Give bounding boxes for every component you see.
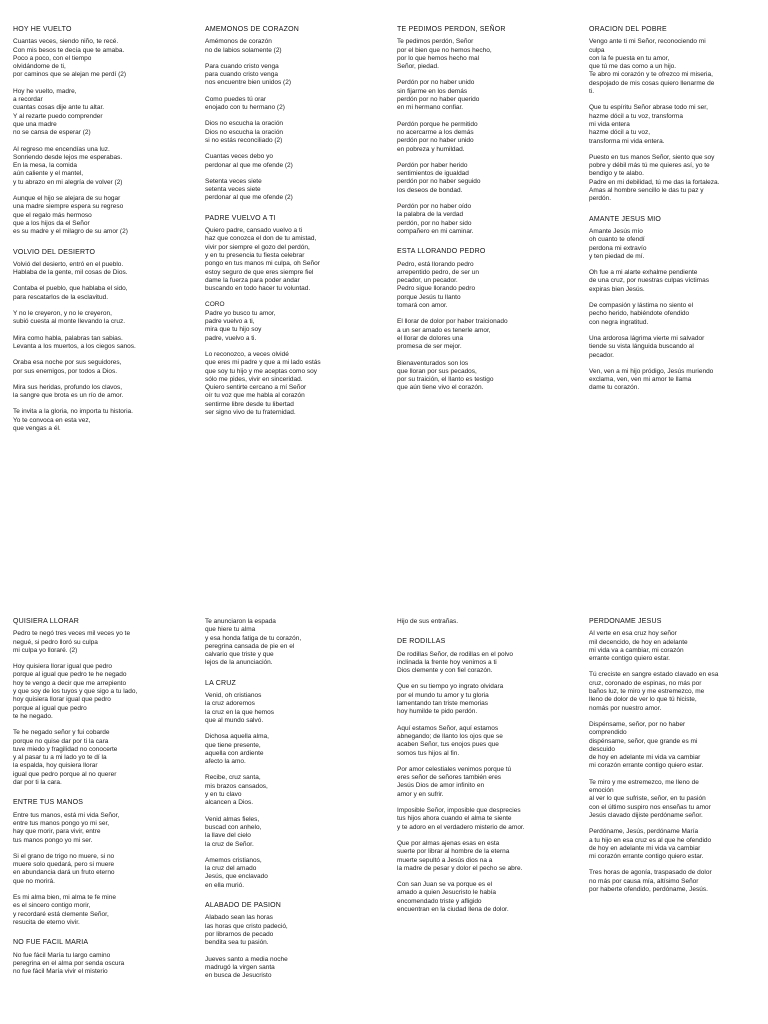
song-block xyxy=(13,26,181,237)
song-stanza: Lo reconozco, a veces olvidé que eres mi padre y que a mi lado estás que soy tu hijo y me aceptas como soy sólo me pides, vivir en sinceridad. Quiero sentirte cercano a mí Señor oír tu voz que me habla al corazón sentirme libre desde tu libertad ser signo vivo de tu fraternidad. xyxy=(205,350,321,416)
song-block xyxy=(205,902,373,980)
song-stanza: Pedro te negó tres veces mil veces yo te negué, si pedro lloró su culpa mi culpa yo lloraré. (2) xyxy=(13,630,131,654)
song-block xyxy=(13,249,181,434)
text-column xyxy=(13,26,181,445)
text-column xyxy=(13,618,181,988)
song-stanza: Pedro, está llorando pedro arrepentido pedro, de ser un pecador, un pecador. Pedro sigue llorando pedro porque Jesús tu llanto tomará con amor. xyxy=(397,260,480,310)
text-column xyxy=(589,26,757,405)
song-stanza: Para cuando cristo venga para cuando cristo venga nos encuentre bien unidos (2) xyxy=(205,62,292,87)
song-stanza: Venid almas fieles, buscad con anhelo, la llave del cielo la cruz de Señor. xyxy=(205,815,262,848)
song-title: ENTRE TUS MANOS xyxy=(13,799,84,807)
song-stanza: De rodillas Señor, de rodillas en el polvo inclinada la frente hoy venimos a ti Dios clemente y con fiel corazón. xyxy=(397,650,513,675)
song-stanza: Perdón porque he permitido no acercarme a los demás perdón por no haber unido en pobreza y humildad. xyxy=(397,120,478,153)
song-block xyxy=(205,680,373,890)
text-column xyxy=(397,618,565,926)
song-stanza: Bienaventurados son los que lloran por sus pecados, por su traición, el llanto es testigo que aún tiene vivo el corazón. xyxy=(397,359,494,392)
song-title: ORACION DEL POBRE xyxy=(589,26,667,33)
song-stanza: Puesto en tus manos Señor, siento que soy pobre y débil más tú me quieres así, yo te bendigo y te alabo. Padre en mi debilidad, tú me das la fortaleza. Amas al hombre sencillo le das tu paz y perdón. xyxy=(589,153,720,203)
song-stanza: Perdón por haber herido sentimientos de igualdad perdón por no haber seguido los deseos de bondad. xyxy=(397,161,481,194)
song-stanza: Al verte en esa cruz hoy señor mil decencido, de hoy en adelante mi vida va a cambiar, mi corazón errante contigo quiero estar. xyxy=(589,630,688,663)
song-title: VOLVIO DEL DESIERTO xyxy=(13,248,96,256)
song-stanza: No fue fácil María tu largo camino peregrina en el alma por senda oscura no fue fácil María vivir el misterio xyxy=(13,951,125,976)
song-block xyxy=(589,26,757,204)
song-stanza: Alabado sean las horas las horas que cristo padeció, por librarnos de pecado bendita sea tu pasión. xyxy=(205,914,288,947)
song-stanza: Venid, oh cristianos la cruz adoremos la cruz en la que hemos que al mundo salvó. xyxy=(205,692,275,724)
song-stanza: Cuantas veces, siendo niño, te recé. Con mis besos te decía que te amaba. Poco a poco, con el tiempo olvidándome de ti, por caminos que se alejan me perdí (2) xyxy=(13,38,127,79)
song-stanza: Entre tus manos, está mi vida Señor, entre tus manos pongo yo mi ser, hay que morir, para vivir, entre tus manos pongo yo mi ser. xyxy=(13,811,120,844)
song-stanza: Perdóname, Jesús, perdóname María a tu hijo en esa cruz es al que he ofendido de hoy en adelante mi vida va cambiar mi corazón errante contigo quiero estar. xyxy=(589,828,712,861)
song-stanza: Si el grano de trigo no muere, si no muere solo quedará, pero si muere en abundancia dará un fruto eterno que no morirá. xyxy=(13,852,115,885)
song-block xyxy=(13,939,181,976)
song-stanza: Es mi alma bien, mi alma te fe mine es el sincero contigo morir, y recordaré está clemente Señor, resucita de eterno vivir. xyxy=(13,894,116,926)
song-stanza: Hoy quisiera llorar igual que pedro porque al igual que pedro te he negado hoy te vengo a decir que me arrepiento y que soy de los tuyos y que sigo a tu lado, hoy quisiera llorar igual que pedro porque al igual que pedro te he negado. xyxy=(13,663,138,720)
song-block xyxy=(205,215,373,418)
song-stanza: Mira sus heridas, profundo los clavos, la sangre que brota es un río de amor. xyxy=(13,383,124,400)
song-title: DE RODILLAS xyxy=(397,638,446,646)
song-title: AMANTE JESUS MIO xyxy=(589,215,662,223)
text-column xyxy=(589,618,757,906)
song-stanza: Como puedes tú orar enojado con tu hermano (2) xyxy=(205,95,285,112)
song-stanza: Jueves santo a media noche madrugó la virgen santa en busca de Jesucristo xyxy=(205,955,288,980)
song-stanza: Volvió del desierto, entró en el pueblo. Hablaba de la gente, mil cosas de Dios. xyxy=(13,260,128,277)
song-stanza: Te invita a la gloria, no importa tu historia. Yo te convoca en esta vez, que vengas a él. xyxy=(13,408,133,432)
song-block xyxy=(397,618,565,626)
text-column xyxy=(397,26,565,405)
song-stanza: Al regreso me encendías una luz. Sonriendo desde lejos me esperabas. En la mesa, la comida aún caliente y el mantel, y tu abrazo en mi alegría de volver (2) xyxy=(13,145,123,186)
song-stanza: Amante Jesús mío oh cuanto te ofendí perdona mi extravío y ten piedad de mí. xyxy=(589,227,647,260)
song-stanza: Dichosa aquella alma, que tiene presente, aquella con ardiente afecto la amo. xyxy=(205,733,269,766)
song-title: ALABADO DE PASION xyxy=(205,902,282,910)
song-title: QUISIERA LLORAR xyxy=(13,618,80,625)
song-stanza: Recibe, cruz santa, mis brazos cansados, y en tu clavo alcancen a Dios. xyxy=(205,774,268,807)
song-stanza: El llorar de dolor por haber traicionado a un ser amado es tenerle amor, el llorar de dolores una promesa de ser mejor. xyxy=(397,318,508,351)
song-stanza: Te he negado señor y fui cobarde porque no quise dar por ti la cara tuve miedo y fragilidad no conocerte y al pasar tu a mi lado yo te dí la la espalda, hoy quisiera llorar igual que pedro porque al no querer dar por ti la cara. xyxy=(13,729,118,787)
song-stanza: Te miro y me estremezco, me lleno de emoción al ver lo que sufriste, señor, en tu pasión con el último suspiro nos enseñas tu amor Jesús clavado dijiste perdóname señor. xyxy=(589,778,711,819)
song-block xyxy=(589,618,757,894)
song-stanza: Cuantas veces debo yo perdonar al que me ofende (2) xyxy=(205,153,293,169)
song-stanza: Te anunciaron la espada que hiere tu alma y esa honda fatiga de tu corazón, peregrina cansada de pie en el calvario que triste y que lejos de la anunciación. xyxy=(205,618,302,667)
song-title: NO FUE FACIL MARIA xyxy=(13,939,89,947)
song-stanza: Tú creciste en sangre estado clavado en esa cruz, coronado de espinas, no más por baños luz, te miro y me estremezco, me lleno de dolor de ver lo que tú hiciste, nomás por nuestro amor. xyxy=(589,671,719,712)
song-block xyxy=(13,799,181,927)
song-stanza: Perdón por no haber oído la palabra de la verdad perdón, por no haber sido compañero en mi caminar. xyxy=(397,203,474,235)
song-block xyxy=(205,618,373,668)
song-stanza: Con san Juan se va porque es el amado a quien Jesucristo le había encomendado triste y afligido encuentran en la ciudad llena de dolor. xyxy=(397,881,509,914)
song-stanza: Mira como habla, palabras tan sabias. Levanta a los muertos, a los ciegos sanos. xyxy=(13,334,136,350)
song-title: PERDONAME JESUS xyxy=(589,618,662,625)
song-stanza: Que en su tiempo yo ingrato olvidara por el mundo tu amor y tu gloria lamentando tan triste memorias hoy humilde te pido perdón. xyxy=(397,683,504,716)
song-stanza: Dispénsame, señor, por no haber comprendido dispénsame, señor, que grande es mi descuido de hoy en adelante mi vida va cambiar mi corazón errante contigo quiero estar. xyxy=(589,720,704,770)
song-stanza: CORO Padre yo busco tu amor, padre vuelvo a ti, mira que tu hijo soy padre, vuelvo a ti. xyxy=(205,301,276,342)
song-stanza: Setenta veces siete setenta veces siete perdonar al que me ofende (2) xyxy=(205,177,293,202)
song-block xyxy=(397,26,565,236)
song-stanza: Quiero padre, cansado vuelvo a ti haz que conozca el don de tu amistad, vivir por siempre el gozo del perdón, y en tu presencia tu fiesta celebrar pongo en tus manos mi culpa, oh Señor estoy seguro de que eres siempre fiel dame la fuerza para poder andar buscando en todo hacer tu voluntad. xyxy=(205,227,320,293)
song-stanza: Amemos cristianos, la cruz del amado Jesús, que enclavado en ella murió. xyxy=(205,856,268,889)
song-title: HOY HE VUELTO xyxy=(13,26,72,33)
song-block xyxy=(397,248,565,392)
song-stanza: Por amor celestiales venimos porque tú eres señor de señores también eres Jesús Dios de amor infinito en amor y en sufrir. xyxy=(397,765,512,798)
song-block xyxy=(205,26,373,203)
text-column xyxy=(205,618,373,992)
song-block xyxy=(13,618,181,787)
song-stanza: Que por almas ajenas esas en esta suerte por librar al hombre de la eterna muerte sepultó a Jesús dios na a la madre de pesar y dolor el pecho se abre. xyxy=(397,839,523,872)
song-stanza: Hijo de sus entrañas. xyxy=(397,618,459,625)
song-title: AMEMONOS DE CORAZON xyxy=(205,26,300,33)
song-stanza: Aunque el hijo se alejara de su hogar una madre siempre espera su regreso que el regalo más hermoso que a los hijos da el Señor es su madre y el milagro de su amor (2) xyxy=(13,195,128,236)
song-stanza: Ven, ven a mi hijo pródigo, Jesús muriendo exclama, ven, ven mi amor te llama dame tu corazón. xyxy=(589,367,714,392)
song-stanza: Perdón por no haber unido sin fijarme en los demás perdón por no haber querido en mi hermano confiar. xyxy=(397,79,480,112)
song-stanza: De compasión y lástima no siento el pecho herido, habiéndote ofendido con negra ingratitud. xyxy=(589,302,694,326)
song-stanza: Aquí estamos Señor, aquí estamos abnegando; de llanto los ojos que se acaben Señor, tus enojos pues que somos tus hijos al fin. xyxy=(397,724,503,757)
song-title: LA CRUZ xyxy=(205,679,236,687)
song-block xyxy=(397,638,565,914)
song-stanza: Dios no escucha la oración Dios no escucha la oración si no estás reconciliado (2) xyxy=(205,120,284,144)
song-stanza: Oh fue a mi alarte exhalme pendiente de una cruz, por nuestras culpas víctimas expiras bien Jesús. xyxy=(589,269,709,293)
song-block xyxy=(589,216,757,393)
song-stanza: Tres horas de agonía, traspasado de dolor no más por causa mía, altísimo Señor por haberte ofendido, perdóname, Jesús. xyxy=(589,869,712,894)
song-stanza: Vengo ante ti mi Señor, reconociendo mi culpa con la fe puesta en tu amor, que tú me das como a un hijo. Te abro mi corazón y te ofrezco mi miseria, despojado de mis cosas quiero llenarme de ti. xyxy=(589,38,715,96)
songbook-page-bottom xyxy=(0,610,768,1024)
song-stanza: Te pedimos perdón, Señor por el bien que no hemos hecho, por lo que hemos hecho mal Señor, piedad. xyxy=(397,38,492,71)
song-stanza: Una ardorosa lágrima vierte mi salvador tiende su vista lánguida buscando al pecador. xyxy=(589,334,705,359)
song-title: ESTA LLORANDO PEDRO xyxy=(397,248,486,256)
song-stanza: Imposible Señor, imposible que desprecies tus hijos ahora cuando el alma te siente y te adoro en el verdadero misterio de amor. xyxy=(397,807,525,831)
song-stanza: Hoy he vuelto, madre, a recordar cuantas cosas dije ante tu altar. Y al rezarte puedo comprender que una madre no se cansa de esperar (2) xyxy=(13,87,105,137)
song-stanza: Amémonos de corazón no de labios solamente (2) xyxy=(205,38,282,54)
text-column xyxy=(205,26,373,429)
song-title: TE PEDIMOS PERDON, SEÑOR xyxy=(397,26,506,33)
song-title: PADRE VUELVO A TI xyxy=(205,214,276,222)
song-stanza: Contaba el pueblo, que hablaba el sido, para rescatarlos de la esclavitud. xyxy=(13,285,128,301)
song-stanza: Y no le creyeron, y no le creyeron, subió cuesta al monte llevando la cruz. xyxy=(13,310,126,326)
song-stanza: Oraba esa noche por sus seguidores, por sus enemigos, por todos a Dios. xyxy=(13,359,122,375)
song-stanza: Que tu espíritu Señor abrase todo mi ser, hazme dócil a tu voz, transforma mi vida entera hazme dócil a tu voz, transforma mi vida entera. xyxy=(589,104,708,145)
